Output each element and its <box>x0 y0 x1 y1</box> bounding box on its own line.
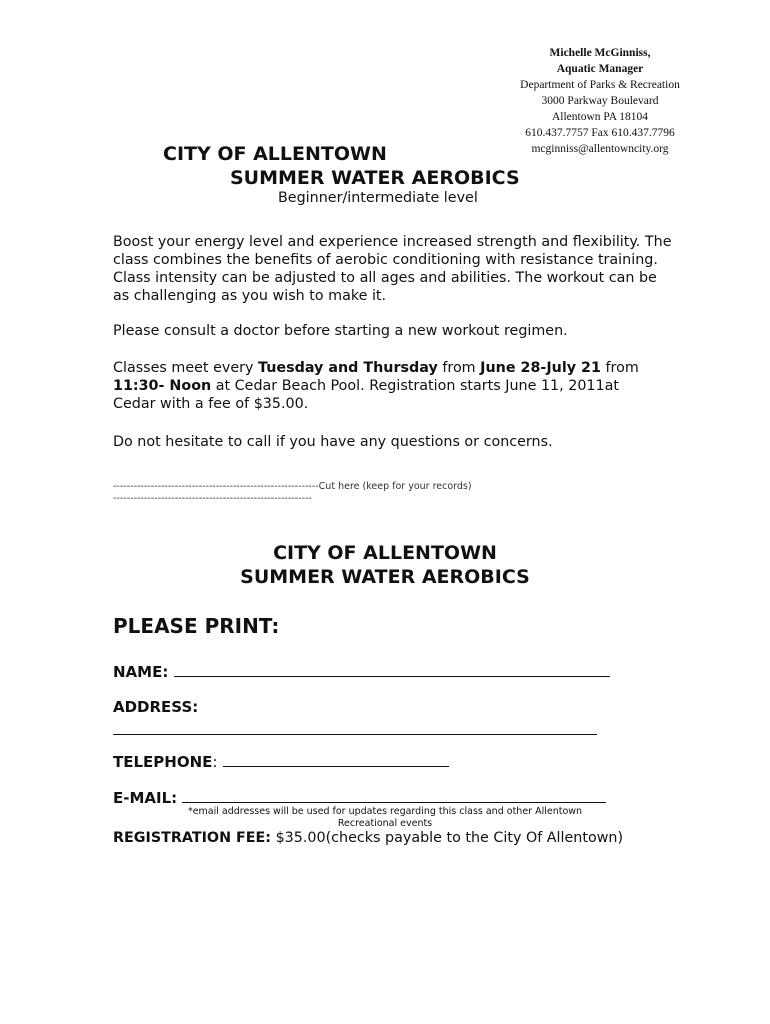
name-field[interactable] <box>174 662 610 677</box>
schedule-text: from <box>600 360 639 376</box>
email-label: E-MAIL: <box>113 789 178 807</box>
registration-fee-row <box>113 830 623 846</box>
header-program: SUMMER WATER AEROBICS <box>230 167 520 189</box>
contact-street: 3000 Parkway Boulevard <box>541 95 659 107</box>
registration-fee-label: REGISTRATION FEE: <box>113 830 272 846</box>
schedule-dates: June 28-July 21 <box>480 360 601 376</box>
telephone-label: TELEPHONE <box>113 753 213 771</box>
contact-name: Michelle McGinniss, <box>549 47 651 59</box>
header-city: CITY OF ALLENTOWN <box>163 143 387 165</box>
form-program: SUMMER WATER AEROBICS <box>240 566 530 588</box>
telephone-field[interactable] <box>223 752 449 767</box>
questions-paragraph: Do not hesitate to call if you have any questions or concerns. <box>113 434 553 450</box>
email-field[interactable] <box>182 788 606 803</box>
header-level: Beginner/intermediate level <box>278 190 478 206</box>
contact-department: Department of Parks & Recreation <box>520 79 680 91</box>
address-field[interactable] <box>113 720 597 735</box>
telephone-row <box>113 752 449 771</box>
name-label: NAME: <box>113 663 169 681</box>
description-paragraph: Boost your energy level and experience increased strength and flexibility. The class combines the benefits of aerobic conditioning with resistance training. Class intensity can be adjusted to all ages and abilities. The workout can be as challenging as you wish to make it. <box>113 234 672 304</box>
contact-email: mcginniss@allentowncity.org <box>531 143 669 155</box>
form-city: CITY OF ALLENTOWN <box>273 542 497 564</box>
cut-line: ------------------------------------------------------------Cut here (keep for your records) <box>113 481 472 492</box>
email-row <box>113 788 606 807</box>
email-note: *email addresses will be used for updates regarding this class and other Allentown Recreational events <box>187 806 583 829</box>
consult-paragraph: Please consult a doctor before starting a new workout regimen. <box>113 323 568 339</box>
contact-phone-fax: 610.437.7757 Fax 610.437.7796 <box>525 127 675 139</box>
registration-fee-value: $35.00(checks payable to the City Of Allentown) <box>271 830 624 846</box>
name-row <box>113 662 610 681</box>
schedule-text: at Cedar Beach Pool. Registration starts June 11, 2011at Cedar with a fee of $35.00. <box>113 378 619 412</box>
cut-line-continued: ---------------------------------------------------------- <box>113 493 312 504</box>
schedule-time: 11:30- Noon <box>113 378 212 394</box>
schedule-text: Classes meet every <box>113 360 259 376</box>
schedule-text: from <box>437 360 481 376</box>
contact-title: Aquatic Manager <box>556 63 644 75</box>
contact-city: Allentown PA 18104 <box>551 111 649 123</box>
schedule-days: Tuesday and Thursday <box>258 360 438 376</box>
schedule-paragraph <box>113 359 653 413</box>
please-print-heading: PLEASE PRINT: <box>113 614 280 638</box>
telephone-colon: : <box>212 753 218 771</box>
address-label: ADDRESS: <box>113 698 199 716</box>
contact-block <box>505 45 695 157</box>
